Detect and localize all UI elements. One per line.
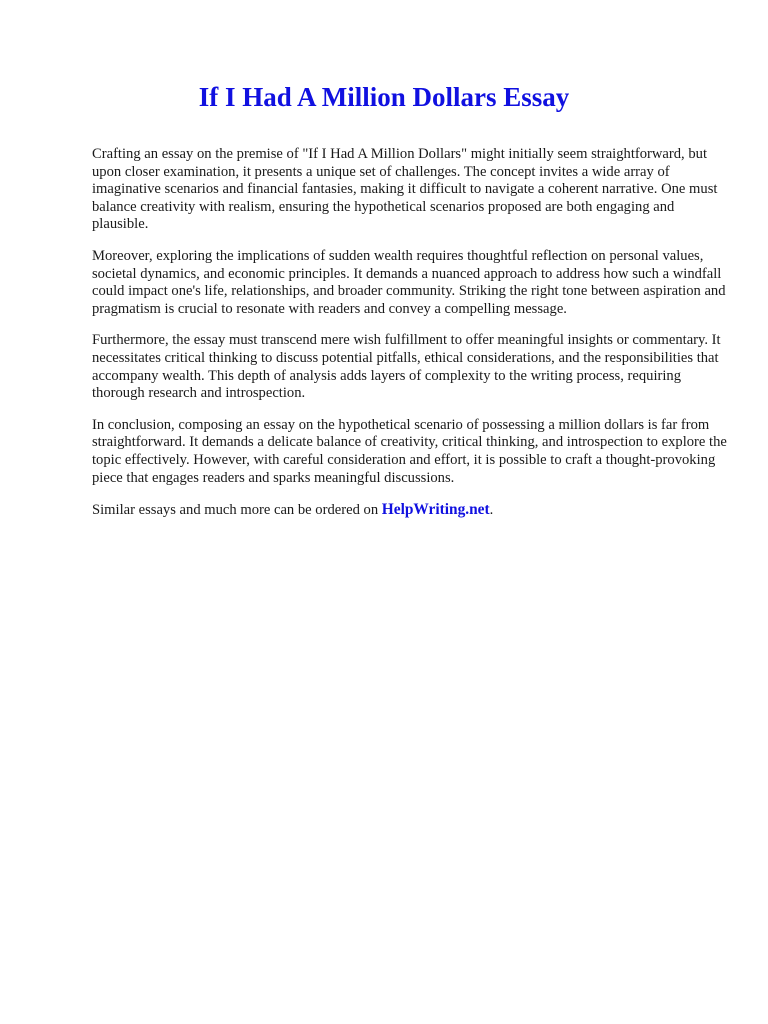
paragraph-1: Crafting an essay on the premise of "If I Had A Million Dollars" might initially seem straightforward, but upon closer examination, it presents a unique set of challenges. The concept invites a wide array of imaginative scenarios and financial fantasies, making it difficult to navigate a coherent narrative. One must balance creativity with realism, ensuring the hypothetical scenarios proposed are both engaging and plausible. [92,146,718,233]
paragraph-2: Moreover, exploring the implications of sudden wealth requires thoughtful reflection on personal values, societal dynamics, and economic principles. It demands a nuanced approach to address how such a windfall could impact one's life, relationships, and broader community. Striking the right tone between aspiration and pragmatism is crucial to resonate with readers and convey a compelling message. [92,247,726,317]
essay-body [92,146,732,520]
closing-line [92,501,732,520]
closing-text: Similar essays and much more can be ordered on [92,502,382,519]
page-title: If I Had A Million Dollars Essay [198,82,570,112]
paragraph-3: Furthermore, the essay must transcend mere wish fulfillment to offer meaningful insights or commentary. It necessitates critical thinking to discuss potential pitfalls, ethical considerations, and the responsibilities that accompany wealth. This depth of analysis adds layers of complexity to the writing process, requiring thorough research and introspection. [92,332,721,402]
closing-suffix: . [489,502,494,519]
helpwriting-link[interactable]: HelpWriting.net [381,501,490,519]
paragraph-4: In conclusion, composing an essay on the hypothetical scenario of possessing a million dollars is far from straightforward. It demands a delicate balance of creativity, critical thinking, and introspection to explore the topic effectively. However, with careful consideration and effort, it is possible to craft a thought-provoking piece that engages readers and sparks meaningful discussions. [92,416,727,486]
